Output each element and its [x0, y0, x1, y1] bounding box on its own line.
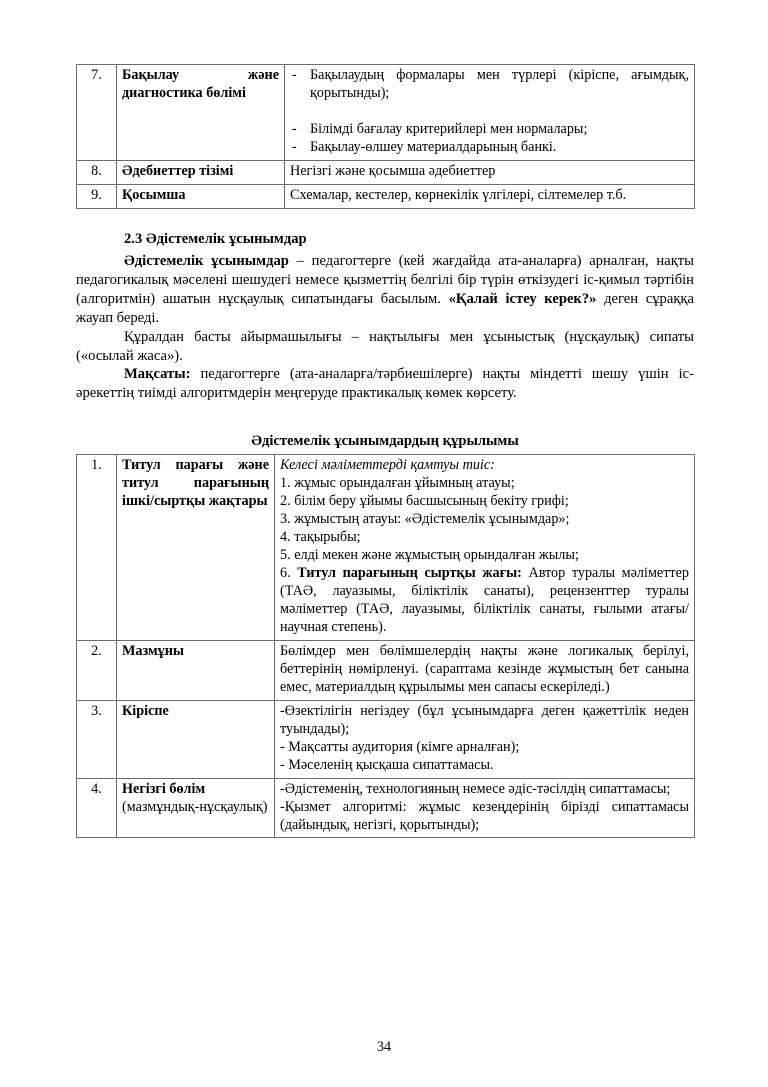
quoted-question: «Қалай істеу керек?»: [448, 290, 597, 307]
item6-label: Титул парағының сыртқы жағы:: [297, 565, 522, 582]
row-name: Титул парағы және титул парағының ішкі/сыртқы жақтары: [117, 455, 275, 641]
item6-number: 6.: [280, 565, 298, 582]
purpose-label: Мақсаты:: [124, 366, 191, 383]
row-name: Мазмұны: [117, 640, 275, 700]
table-row: [77, 65, 695, 161]
term-lead: Әдістемелік ұсынымдар: [124, 252, 289, 269]
item6-text: Автор туралы мәліметтер (ТАӘ, лауазымы, біліктілік санаты), рецензенттер туралы мәліметтер (ТАӘ, лауазымы, біліктілік санаты, ғылыми атағы/научная степень).: [280, 565, 690, 635]
row-description: Схемалар, кестелер, көрнекілік үлгілері, сілтемелер т.б.: [285, 184, 695, 208]
list-item: - Бақылау-өлшеу материалдарының банкі.: [290, 139, 689, 157]
term-tail: деген сұраққа жауап береді.: [76, 290, 694, 326]
term-body: – педагогтерге (кей жағдайда ата-аналарға) арналған, нақты педагогикалық мәселені шешудегі немесе қызметтің белгілі бір түрін өткізудегі іс-қимыл тәртібін (алгоритмін) ашатын нұсқаулық сипатындағы басылым.: [76, 252, 694, 307]
list-item: - Білімді бағалау критерийлері мен нормалары;: [290, 121, 689, 139]
paragraph-difference: Құралдан басты айырмашылығы – нақтылығы мен ұсыныстық (нұсқаулық) сипаты («осылай жаса»).: [76, 328, 694, 364]
row-description: [275, 778, 695, 838]
numbered-item: 2. білім беру ұйымы басшысының бекіту грифі;: [280, 493, 569, 510]
numbered-item-6: [280, 565, 689, 637]
row-number: 7.: [77, 65, 117, 161]
numbered-item: 4. тақырыбы;: [280, 529, 361, 546]
section-heading: 2.3 Әдістемелік ұсынымдар: [124, 230, 307, 247]
structure-table-bottom: [76, 454, 695, 838]
table-title: Әдістемелік ұсынымдардың құрылымы: [251, 433, 519, 450]
row-description: Негізгі және қосымша әдебиеттер: [285, 160, 695, 184]
row-number: 3.: [77, 700, 117, 778]
numbered-item: 1. жұмыс орындалған ұйымның атауы;: [280, 475, 515, 492]
page-content: [76, 64, 694, 838]
purpose-text: педагогтерге (ата-аналарға/тәрбиешілерге) нақты міндетті шешу үшін іс-әрекеттің тиімді алгоритмдерін меңгеруде практикалық көмек көрсету.: [76, 366, 694, 402]
table-row: [77, 184, 695, 208]
table-row: [77, 160, 695, 184]
list-item: -Әдістеменің, технологияның немесе әдіс-тәсілдің сипаттамасы;: [280, 780, 671, 797]
list-item: -Қызмет алгоритмі: жұмыс кезеңдерінің бірізді сипаттамасы (дайындық, негізгі, қорытынды);: [280, 798, 689, 833]
row-name: Бақылау және диагностика бөлімі: [117, 65, 285, 161]
numbered-item: 3. жұмыстың атауы: «Әдістемелік ұсынымдар»;: [280, 511, 570, 528]
structure-table-top: [76, 64, 695, 209]
row-number: 1.: [77, 455, 117, 641]
numbered-item: 5. елді мекен және жұмыстың орындалған жылы;: [280, 547, 579, 564]
list-item: - Мақсатты аудитория (кімге арналған);: [280, 738, 520, 755]
row-name-bold: Негізгі бөлім: [122, 780, 206, 797]
row-name: Қосымша: [117, 184, 285, 208]
row-number: 2.: [77, 640, 117, 700]
row-name-plain: (мазмұндық-нұсқаулық): [122, 798, 268, 815]
row-description: [275, 455, 695, 641]
list-item: - Бақылаудың формалары мен түрлері (кіріспе, ағымдық, қорытынды);: [290, 67, 689, 121]
table-row: [77, 700, 695, 778]
row-description: [285, 65, 695, 161]
row-description: [275, 700, 695, 778]
row-description: Бөлімдер мен бөлімшелердің нақты және логикалық берілуі, беттерінің нөмірленуі. (сараптама кезінде жұмыстың бет санына емес, материалдың құрылымы мен сапасы ескеріледі.): [275, 640, 695, 700]
row-name: [117, 778, 275, 838]
table-row: [77, 778, 695, 838]
page-number: 34: [376, 1039, 392, 1055]
row-number: 4.: [77, 778, 117, 838]
intro-line: Келесі мәліметтерді қамтуы тиіс:: [280, 457, 495, 474]
table-row: [77, 455, 695, 641]
paragraph-purpose: [76, 365, 694, 403]
row-number: 8.: [77, 160, 117, 184]
table-row: [77, 640, 695, 700]
list-item: -Өзектілігін негіздеу (бұл ұсынымдарға деген қажеттілік неден туындады);: [280, 702, 689, 737]
bullet-list: [290, 67, 689, 157]
row-name: Кіріспе: [117, 700, 275, 778]
row-number: 9.: [77, 184, 117, 208]
row-name: Әдебиеттер тізімі: [117, 160, 285, 184]
paragraph-definition: [76, 252, 694, 328]
list-item: - Мәселенің қысқаша сипаттамасы.: [280, 756, 494, 773]
